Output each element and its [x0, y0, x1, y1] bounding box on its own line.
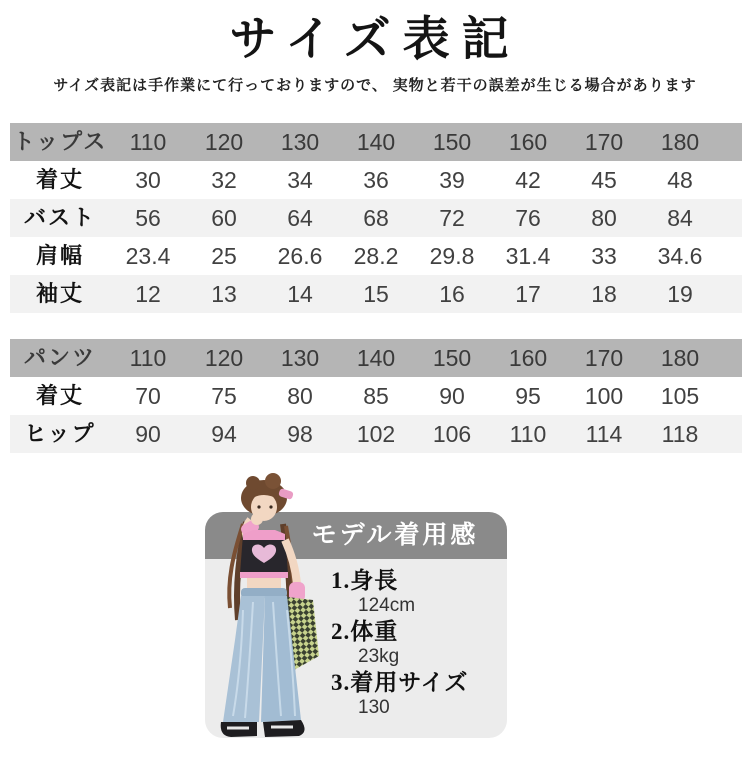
fit-item-value: 23kg [358, 646, 400, 667]
measurement-cell: 34 [287, 167, 313, 193]
measurement-cell: 70 [135, 383, 161, 409]
measurement-cell: 94 [211, 421, 237, 447]
table-header-label: パンツ [23, 345, 96, 370]
measurement-cell: 80 [591, 205, 617, 231]
table-row [10, 199, 742, 237]
measurement-cell: 100 [584, 383, 624, 409]
measurement-cell: 60 [211, 205, 237, 231]
size-column-header: 180 [660, 129, 700, 155]
measurement-cell: 105 [660, 383, 700, 409]
row-label: 着丈 [35, 167, 84, 192]
page-subtitle: サイズ表記は手作業にて行っておりますので、 実物と若干の誤差が生じる場合があります [53, 78, 697, 94]
fit-item [331, 568, 501, 618]
measurement-cell: 29.8 [429, 243, 475, 269]
row-label: ヒップ [24, 421, 96, 446]
measurement-cell: 90 [439, 383, 465, 409]
measurement-cell: 118 [661, 421, 699, 447]
measurement-cell: 48 [667, 167, 693, 193]
row-label: 袖丈 [35, 281, 84, 306]
hair-bun-left [246, 476, 260, 490]
measurement-cell: 31.4 [505, 243, 551, 269]
table-header-row [10, 123, 742, 161]
row-label: 着丈 [35, 383, 84, 408]
model-fit-list [331, 568, 501, 721]
measurement-cell: 42 [515, 167, 541, 193]
measurement-cell: 68 [363, 205, 389, 231]
child-model-photo [183, 470, 355, 742]
measurement-cell: 16 [439, 281, 465, 307]
fit-item [331, 670, 501, 720]
measurement-cell: 95 [515, 383, 541, 409]
eye-right [269, 505, 272, 508]
jeans-left-leg [223, 596, 265, 722]
measurement-cell: 34.6 [657, 243, 703, 269]
measurement-cell: 33 [591, 243, 617, 269]
table-row [10, 237, 742, 275]
measurement-cell: 110 [509, 421, 547, 447]
row-label: バスト [23, 205, 96, 230]
size-column-header: 150 [432, 129, 472, 155]
measurement-cell: 15 [363, 281, 389, 307]
table-row [10, 275, 742, 313]
table-row [10, 161, 742, 199]
fit-item-label: 2.体重 [331, 619, 399, 644]
measurement-cell: 75 [211, 383, 237, 409]
size-column-header: 120 [204, 345, 244, 371]
measurement-cell: 17 [515, 281, 541, 307]
measurement-cell: 12 [135, 281, 161, 307]
size-column-header: 130 [280, 345, 320, 371]
page-title: サイズ表記 [229, 14, 521, 66]
measurement-cell: 30 [135, 167, 161, 193]
size-column-header: 160 [508, 345, 548, 371]
size-column-header: 180 [660, 345, 700, 371]
size-column-header: 140 [356, 129, 396, 155]
size-column-header: 130 [280, 129, 320, 155]
measurement-cell: 13 [211, 281, 237, 307]
measurement-cell: 84 [667, 205, 693, 231]
measurement-cell: 45 [591, 167, 617, 193]
table-row [10, 377, 742, 415]
measurement-cell: 19 [667, 281, 693, 307]
model-fit-card-title: モデル着用感 [311, 522, 479, 549]
measurement-cell: 85 [363, 383, 389, 409]
measurement-cell: 28.2 [353, 243, 399, 269]
measurement-cell: 72 [439, 205, 465, 231]
measurement-cell: 114 [585, 421, 623, 447]
pants-size-table [10, 339, 742, 453]
size-column-header: 170 [584, 345, 624, 371]
size-column-header: 120 [204, 129, 244, 155]
size-column-header: 110 [129, 129, 167, 155]
hair-bun-right [265, 473, 281, 489]
size-column-header: 110 [129, 345, 167, 371]
measurement-cell: 90 [135, 421, 161, 447]
measurement-cell: 80 [287, 383, 313, 409]
measurement-cell: 39 [439, 167, 465, 193]
fist [251, 513, 263, 525]
size-column-header: 160 [508, 129, 548, 155]
measurement-cell: 98 [287, 421, 313, 447]
measurement-cell: 14 [287, 281, 313, 307]
measurement-cell: 36 [363, 167, 389, 193]
eye-left [257, 505, 260, 508]
tops-size-table [10, 123, 742, 313]
row-label: 肩幅 [35, 243, 84, 268]
measurement-cell: 64 [287, 205, 313, 231]
fit-item-label: 3.着用サイズ [331, 670, 469, 695]
measurement-cell: 25 [211, 243, 237, 269]
pink-inner-shirt [243, 530, 285, 540]
fit-item-value: 124cm [358, 595, 416, 616]
size-column-header: 170 [584, 129, 624, 155]
fit-item-value: 130 [358, 697, 390, 718]
size-column-header: 150 [432, 345, 472, 371]
table-header-row [10, 339, 742, 377]
measurement-cell: 18 [591, 281, 617, 307]
fit-item [331, 619, 501, 669]
size-column-header: 140 [356, 345, 396, 371]
fit-item-label: 1.身長 [331, 568, 399, 593]
table-header-label: トップス [12, 129, 108, 154]
pink-hem [240, 572, 288, 578]
measurement-cell: 106 [432, 421, 472, 447]
measurement-cell: 76 [515, 205, 541, 231]
measurement-cell: 56 [135, 205, 161, 231]
measurement-cell: 23.4 [125, 243, 171, 269]
table-row [10, 415, 742, 453]
measurement-cell: 102 [356, 421, 396, 447]
measurement-cell: 26.6 [277, 243, 323, 269]
sneaker-laces [227, 727, 293, 728]
measurement-cell: 32 [211, 167, 237, 193]
